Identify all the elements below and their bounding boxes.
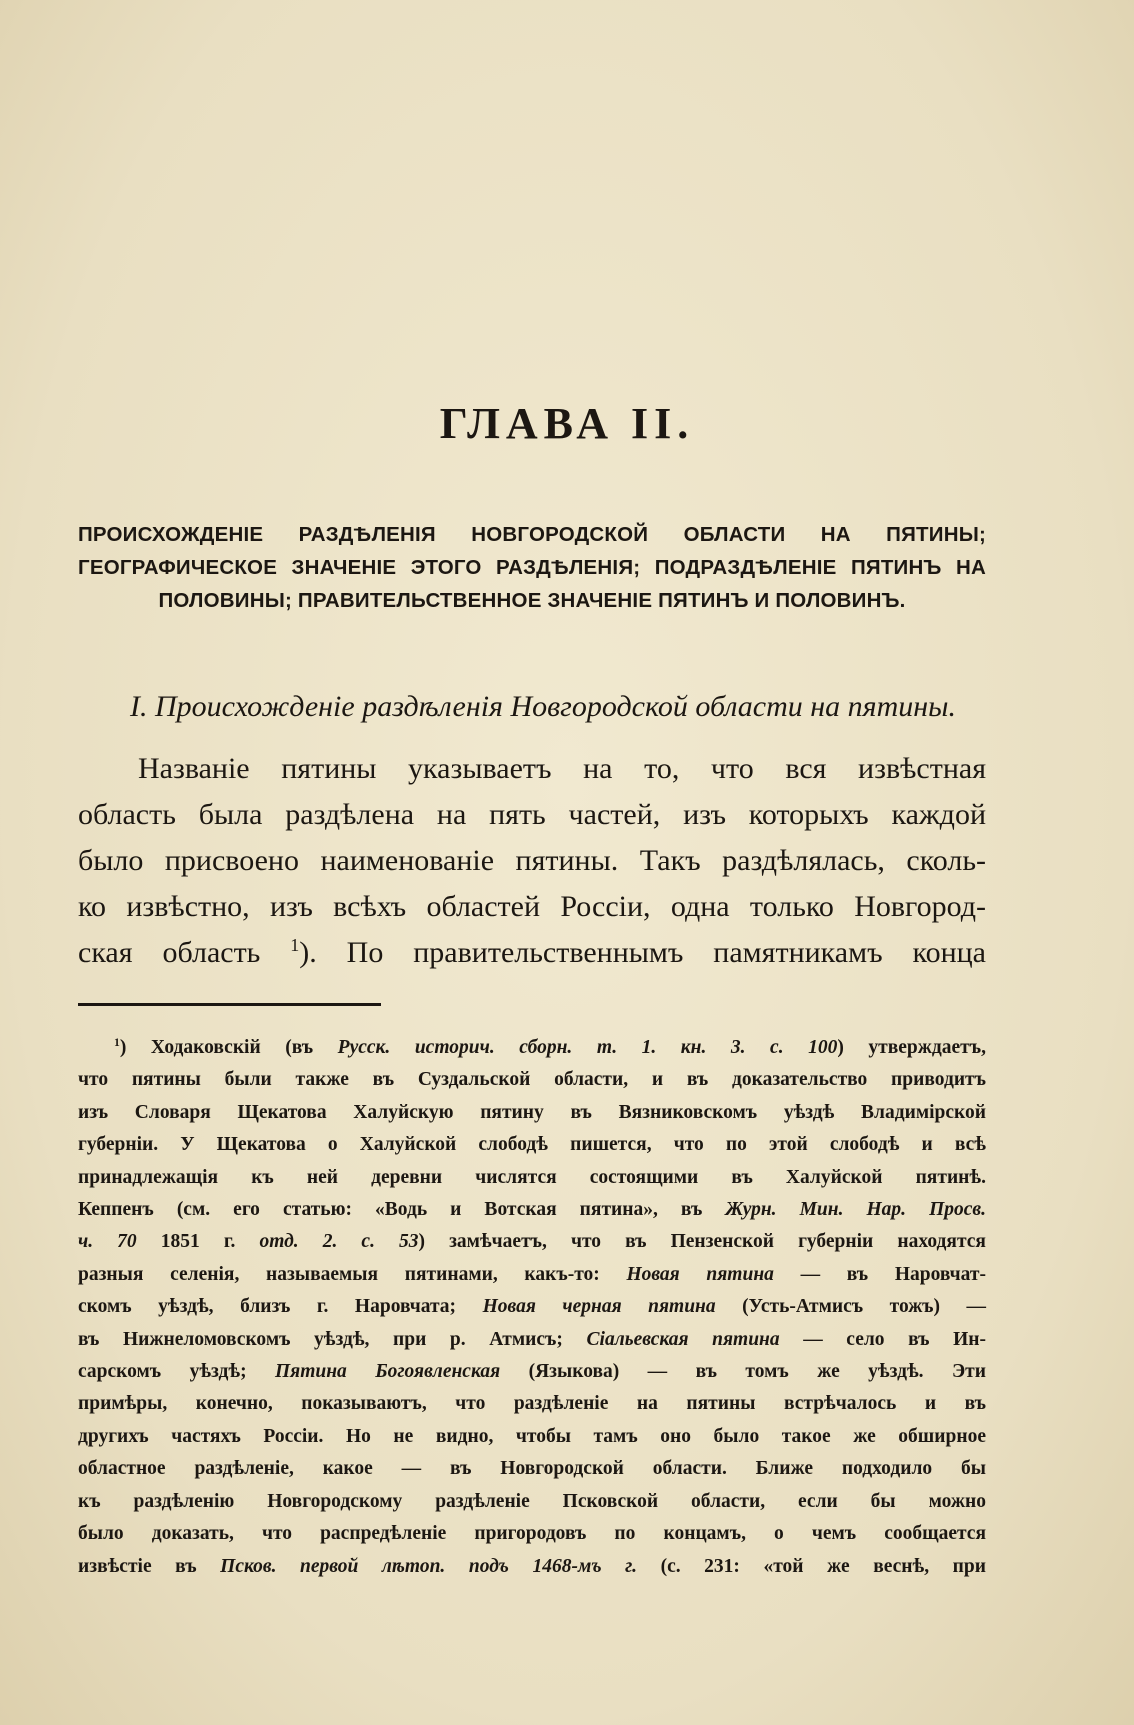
footnote-line xyxy=(78,1032,986,1064)
body-line: было присвоено наименованіе пятины. Такъ раздѣлялась, сколь- xyxy=(78,844,986,877)
footnote-line xyxy=(78,1194,986,1226)
footnote-divider xyxy=(78,1003,381,1006)
footnote-line xyxy=(78,1226,986,1258)
footnote-line: другихъ частяхъ Россіи. Но не видно, чтобы тамъ оно было такое же обширное xyxy=(78,1425,986,1447)
footnote-text: ) замѣчаетъ, что въ Пензенской губерніи находятся xyxy=(418,1231,986,1253)
footnote-text: (Языкова) — въ томъ же уѣздѣ. Эти xyxy=(500,1361,986,1383)
footnote-text: — село въ Ин- xyxy=(779,1328,987,1350)
footnote-text: сарскомъ уѣздѣ; xyxy=(78,1361,275,1383)
body-line-part: ). По правительственнымъ памятникамъ конца xyxy=(299,936,986,969)
footnote-citation: Псков. первой лѣтоп. подъ 1468-мъ г. xyxy=(220,1555,637,1577)
footnote-line: губерніи. У Щекатова о Халуйской слободѣ пишется, что по этой слободѣ и всѣ xyxy=(78,1134,986,1156)
body-line: ко извѣстно, изъ всѣхъ областей Россіи, одна только Новгород- xyxy=(78,890,986,923)
footnote-citation: Новая черная пятина xyxy=(482,1296,716,1318)
footnote-text: (Усть-Атмисъ тожъ) — xyxy=(715,1296,986,1318)
footnote-citation: Русск. историч. сборн. т. 1. кн. 3. с. 100 xyxy=(337,1037,838,1058)
body-line xyxy=(78,930,986,976)
footnote-citation: Журн. Мин. Нар. Просв. xyxy=(725,1199,986,1221)
footnote-line: было доказать, что распредѣленіе пригородовъ по концамъ, о чемъ сообщается xyxy=(78,1523,986,1545)
footnote-text: ) Ходаковскій (въ xyxy=(119,1037,338,1058)
footnote-line: областное раздѣленіе, какое — въ Новгородской области. Ближе подходило бы xyxy=(78,1458,986,1480)
body-line: Названіе пятины указываетъ на то, что вся извѣстная xyxy=(138,752,986,785)
body-line-part: ская область xyxy=(78,936,261,969)
footnote-citation: отд. 2. с. 53 xyxy=(259,1231,419,1253)
body-line: область была раздѣлена на пять частей, изъ которыхъ каждой xyxy=(78,798,986,831)
footnote-marker: 1 xyxy=(114,1035,120,1049)
footnote-citation: ч. 70 xyxy=(78,1231,137,1253)
footnote-line xyxy=(78,1324,986,1356)
footnote-text: (с. 231: «той же веснѣ, при xyxy=(637,1555,986,1577)
footnote-text: скомъ уѣздѣ, близъ г. Наровчата; xyxy=(78,1296,483,1318)
body-paragraph xyxy=(78,746,986,976)
footnote-line xyxy=(78,1551,986,1583)
footnote-line xyxy=(78,1259,986,1291)
footnote-text: 1851 г. xyxy=(136,1231,260,1253)
footnote-text: разныя селенія, называемыя пятинами, какъ-то: xyxy=(78,1263,627,1285)
footnote-text: Кеппенъ (см. его статью: «Водь и Вотская пятина», въ xyxy=(78,1199,726,1221)
footnote-line: что пятины были также въ Суздальской области, и въ доказательство приводитъ xyxy=(78,1069,986,1091)
footnote-text: ) утверждаетъ, xyxy=(837,1037,986,1058)
footnote-line: къ раздѣленію Новгородскому раздѣленіе Псковской области, если бы можно xyxy=(78,1490,986,1512)
footnote-line: изъ Словаря Щекатова Халуйскую пятину въ Вязниковскомъ уѣздѣ Владимірской xyxy=(78,1101,986,1123)
section-heading: I. Происхожденіе раздѣленія Новгородской области на пятины. xyxy=(130,690,956,723)
footnote-citation: Новая пятина xyxy=(626,1263,774,1285)
footnote-line xyxy=(78,1356,986,1388)
footnote-citation: Пятина Богоявленская xyxy=(275,1361,501,1383)
chapter-subtitle: ПРОИСХОЖДЕНІЕ РАЗДѢЛЕНІЯ НОВГОРОДСКОЙ ОБЛАСТИ НА ПЯТИНЫ; ГЕОГРАФИЧЕСКОЕ ЗНАЧЕНІЕ ЭТОГО РАЗДѢЛЕНІЯ; ПОДРАЗДѢЛЕНІЕ ПЯТИНЪ НА ПОЛОВИНЫ; ПРАВИТЕЛЬСТВЕННОЕ ЗНАЧЕНІЕ ПЯТИНЪ И ПОЛОВИНЪ. xyxy=(78,523,986,612)
footnote-line xyxy=(78,1291,986,1323)
footnote-line: принадлежащія къ ней деревни числятся состоящими въ Халуйской пятинѣ. xyxy=(78,1166,986,1188)
chapter-title: ГЛАВА II. xyxy=(439,399,695,448)
footnote-reference[interactable]: 1 xyxy=(290,935,300,956)
footnote-text: извѣстіе въ xyxy=(78,1555,221,1577)
footnote-citation: Сіальевская пятина xyxy=(586,1328,780,1350)
footnote-line: примѣры, конечно, показываютъ, что раздѣленіе на пятины встрѣчалось и въ xyxy=(78,1393,986,1415)
footnote-text: въ Нижнеломовскомъ уѣздѣ, при р. Атмисъ; xyxy=(78,1328,587,1350)
footnote xyxy=(78,1032,986,1583)
footnote-text: — въ Наровчат- xyxy=(773,1263,986,1285)
